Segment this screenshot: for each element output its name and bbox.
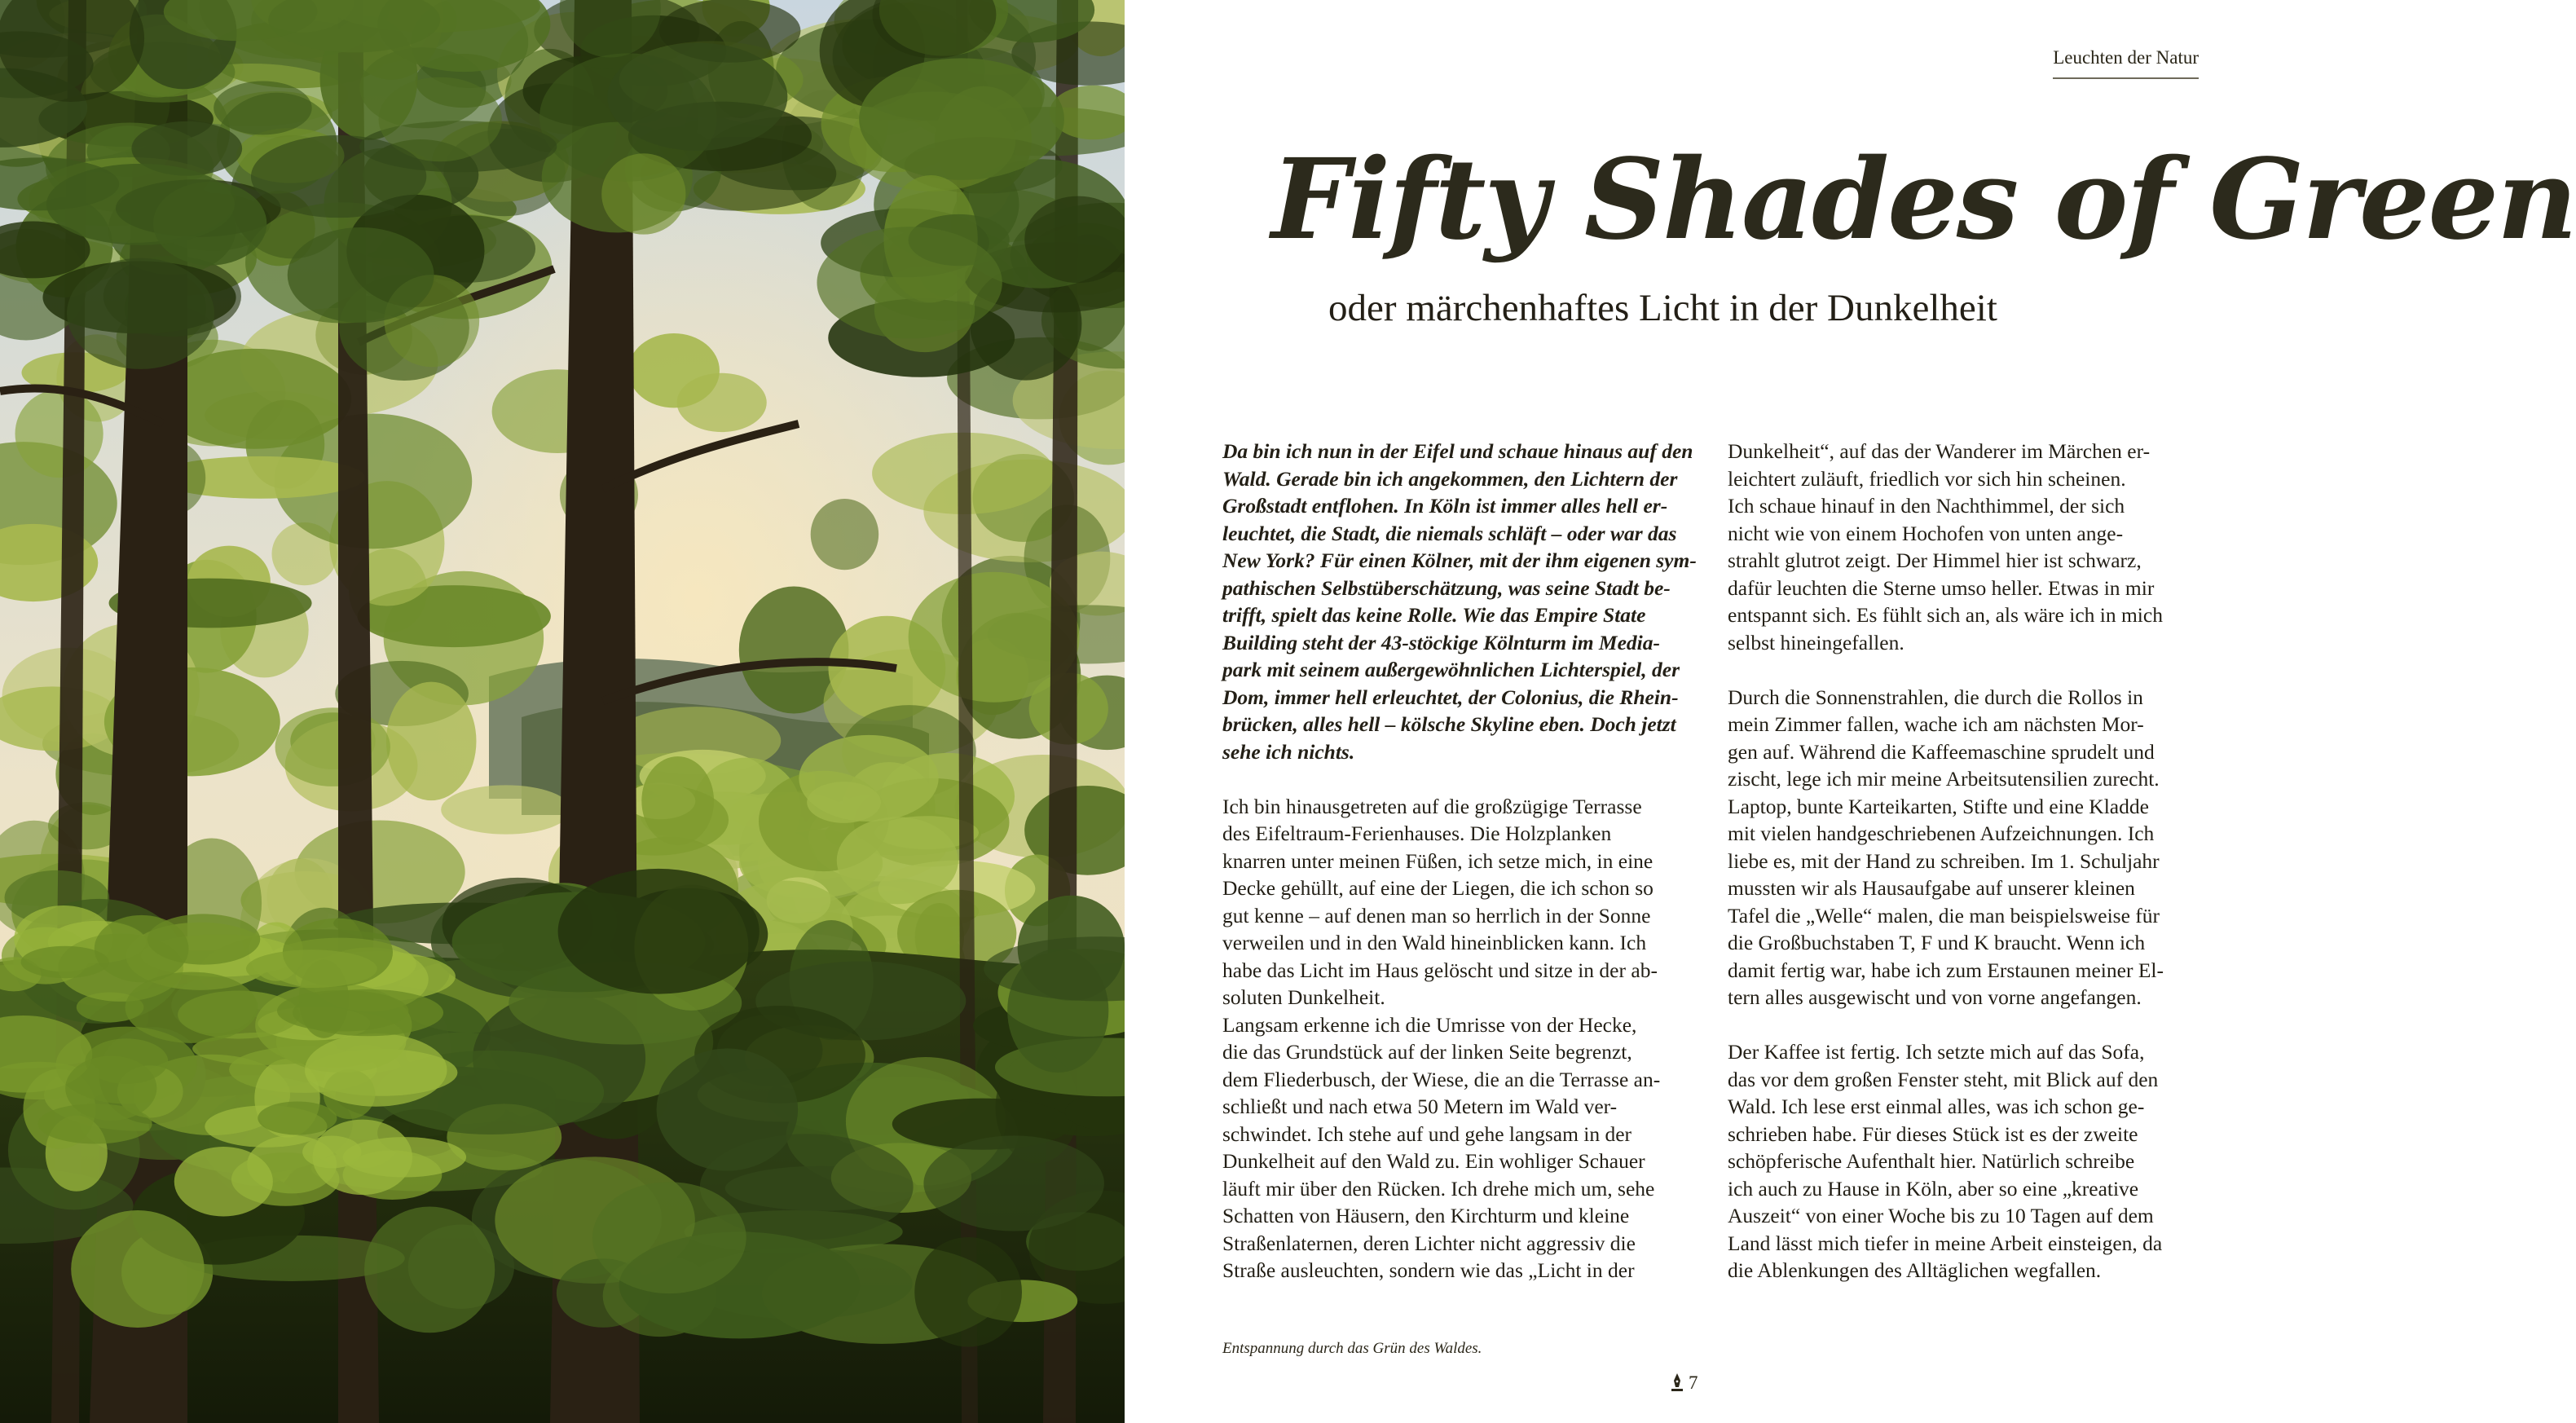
sunlit-leaves [65, 1055, 156, 1120]
sunlit-leaves [246, 949, 377, 988]
undergrowth-clump [923, 1135, 1104, 1231]
text-line: trifft, spielt das keine Rolle. Wie das Empire State [1222, 603, 1646, 627]
text-line: leuchtet, die Stadt, die niemals schläft – oder war das [1222, 521, 1677, 545]
body-paragraph [1728, 684, 2200, 1011]
text-line: brücken, alles hell – kölsche Skyline eben. Doch jetzt [1222, 712, 1676, 736]
sunlit-leaves [174, 1147, 273, 1216]
text-line: Laptop, bunte Karteikarten, Stifte und eine Kladde [1728, 794, 2149, 818]
sunlit-leaves [277, 990, 408, 1031]
text-line: mit vielen handgeschriebenen Aufzeichnungen. Ich [1728, 822, 2155, 845]
text-line: pathischen Selbstüberschätzung, was seine Stadt be- [1222, 575, 1671, 600]
foliage-clump [837, 817, 958, 904]
sunlit-leaves [125, 972, 258, 1043]
text-column-right [1728, 438, 2200, 1284]
text-line: Langsam erkenne ich die Umrisse von der Hecke, [1222, 1012, 1637, 1037]
text-line: park mit seinem außergewöhnlichen Lichterspiel, der [1222, 658, 1680, 681]
article-subtitle: oder märchenhaftes Licht in der Dunkelheit [1328, 287, 1997, 329]
body-paragraph [1222, 1011, 1679, 1284]
text-line: schwindet. Ich stehe auf und gehe langsam in der [1222, 1121, 1632, 1146]
text-line: Durch die Sonnenstrahlen, die durch die Rollos in [1728, 685, 2143, 709]
text-line: selbst hineingefallen. [1728, 630, 1904, 654]
text-line: strahlt glutrot zeigt. Der Himmel hier ist schwarz, [1728, 548, 2142, 572]
intro-paragraph [1222, 438, 1697, 765]
text-line: verweilen und in den Wald hineinblicken kann. Ich [1222, 931, 1647, 954]
body-paragraph [1728, 1038, 2200, 1284]
foliage-clump [441, 785, 570, 834]
text-line: Land lässt mich tiefer in meine Arbeit einsteigen, da [1728, 1231, 2163, 1255]
text-line: die Großbuchstaben T, F und K braucht. Wenn ich [1728, 931, 2146, 954]
text-line: Der Kaffee ist fertig. Ich setzte mich auf das Sofa, [1728, 1040, 2145, 1064]
text-line: die das Grundstück auf der linken Seite begrenzt, [1222, 1040, 1632, 1064]
text-line: dafür leuchten die Sterne umso heller. Etwas in mir [1728, 575, 2155, 600]
text-line: nicht wie von einem Hochofen von unten ange- [1728, 521, 2124, 545]
text-line: Dom, immer hell erleuchtet, der Colonius, die Rhein- [1222, 685, 1679, 709]
canopy-clump [67, 258, 214, 369]
sunlit-leaves [313, 1120, 413, 1196]
canopy-clump [251, 135, 426, 218]
text-line: habe das Licht im Haus gelöscht und sitze in der ab- [1222, 958, 1658, 982]
foliage-clump [15, 390, 103, 478]
text-line: Großstadt entflohen. In Köln ist immer alles hell er- [1222, 494, 1668, 518]
canopy-clump [601, 153, 685, 234]
text-line: Tafel die „Welle“ malen, die man beispielsweise für [1728, 903, 2160, 927]
text-line: tern alles ausgewischt und von vorne angefangen. [1728, 985, 2142, 1009]
text-line: gut kenne – auf denen man so herrlich in der Sonne [1222, 903, 1651, 927]
sunlit-leaves [95, 915, 189, 982]
text-column-left [1222, 438, 1697, 1284]
text-line: zischt, lege ich mir meine Arbeitsutensilien zurecht. [1728, 767, 2160, 791]
text-line: Straße ausleuchten, sondern wie das „Licht in der [1222, 1258, 1635, 1282]
text-line: schrieben habe. Für dieses Stück ist es der zweite [1728, 1121, 2138, 1146]
text-line: soluten Dunkelheit. [1222, 985, 1385, 1009]
text-line: leichtert zuläuft, friedlich vor sich hin scheinen. [1728, 466, 2126, 491]
text-line: das vor dem großen Fenster steht, mit Blick auf den [1728, 1067, 2159, 1091]
sunlit-leaves [305, 1033, 447, 1107]
text-line: des Eifeltraum-Ferienhauses. Die Holzplanken [1222, 822, 1612, 845]
text-line: dem Fliederbusch, der Wiese, die an die Terrasse an- [1222, 1067, 1661, 1091]
canopy-clump [214, 82, 312, 135]
text-line: Dunkelheit auf den Wald zu. Ein wohliger Schauer [1222, 1149, 1645, 1173]
undergrowth-clump [71, 1210, 205, 1328]
text-line: mein Zimmer fallen, wache ich am nächsten Mor- [1728, 712, 2144, 736]
text-line: Da bin ich nun in der Eifel und schaue hinaus auf den [1222, 439, 1693, 463]
undergrowth-clump [914, 1237, 1022, 1347]
body-paragraph [1728, 438, 2200, 656]
undergrowth-clump [592, 1182, 746, 1293]
running-head: Leuchten der Natur [2053, 47, 2199, 79]
foliage-clump [811, 499, 878, 570]
forest-photo [0, 0, 1125, 1423]
text-line: Dunkelheit“, auf das der Wanderer im Märchen er- [1728, 439, 2151, 463]
foliage-clump [641, 756, 714, 845]
foliage-clump [807, 782, 881, 823]
text-line: mussten wir als Hausaufgabe auf unserer kleinen [1728, 876, 2135, 900]
folio [1671, 1372, 1698, 1394]
text-line: Wald. Ich lese erst einmal alles, was ich schon ge- [1728, 1095, 2145, 1118]
text-line: Ich bin hinausgetreten auf die großzügige Terrasse [1222, 794, 1642, 818]
canopy-clump [1024, 196, 1132, 284]
text-line: ich auch zu Hause in Köln, aber so eine „kreative [1728, 1176, 2139, 1201]
text-line: die Ablenkungen des Alltäglichen wegfallen. [1728, 1258, 2102, 1282]
sunlit-leaves [258, 1101, 337, 1134]
body-paragraph [1222, 793, 1679, 1011]
text-line: New York? Für einen Kölner, mit der ihm eigenen sym- [1222, 548, 1697, 572]
text-line: Ich schaue hinauf in den Nachthimmel, der sich [1728, 494, 2125, 518]
page-number: 7 [1689, 1372, 1698, 1393]
undergrowth-clump [558, 869, 760, 994]
text-line: schließt und nach etwa 50 Metern im Wald ver- [1222, 1095, 1618, 1118]
text-line: damit fertig war, habe ich zum Erstaunen meiner El- [1728, 958, 2164, 982]
text-line: Auszeit“ von einer Woche bis zu 10 Tagen auf dem [1728, 1204, 2154, 1227]
text-page [1125, 0, 2576, 1423]
canopy-clump [607, 42, 787, 150]
text-line: läuft mir über den Rücken. Ich drehe mich um, sehe [1222, 1176, 1655, 1201]
canopy-clump [859, 58, 1064, 179]
text-line: gen auf. Während die Kaffeemaschine sprudelt und [1728, 739, 2155, 764]
canopy-clump [46, 164, 235, 245]
undergrowth-clump [364, 1207, 495, 1333]
foliage-clump [677, 373, 767, 432]
foliage-clump [275, 707, 390, 786]
pen-nib-icon [1671, 1372, 1684, 1394]
foliage-clump [386, 682, 477, 801]
text-line: sehe ich nichts. [1222, 739, 1355, 764]
canopy-clump [288, 227, 434, 323]
forest-illustration [0, 0, 1125, 1423]
text-line: Building steht der 43-stöckige Kölnturm im Media- [1222, 630, 1660, 654]
text-line: Straßenlaternen, deren Lichter nicht aggressiv die [1222, 1231, 1636, 1255]
undergrowth-clump [657, 1048, 799, 1170]
text-line: liebe es, mit der Hand zu schreiben. Im 1. Schuljahr [1728, 848, 2160, 873]
text-line: knarren unter meinen Füßen, ich setze mich, in eine [1222, 848, 1653, 873]
text-line: Decke gehüllt, auf eine der Liegen, die ich schon so [1222, 876, 1653, 900]
text-line: Schatten von Häusern, den Kirchturm und kleine [1222, 1204, 1630, 1227]
photo-caption: Entspannung durch das Grün des Waldes. [1222, 1340, 1482, 1357]
canopy-clump [817, 227, 1002, 338]
article-title: Fifty Shades of Green [1271, 134, 2576, 265]
text-line: schöpferische Aufenthalt hier. Natürlich schreibe [1728, 1149, 2135, 1173]
text-line: Wald. Gerade bin ich angekommen, den Lichtern der [1222, 466, 1678, 491]
text-line: entspannt sich. Es fühlt sich an, als wäre ich in mich [1728, 603, 2163, 627]
